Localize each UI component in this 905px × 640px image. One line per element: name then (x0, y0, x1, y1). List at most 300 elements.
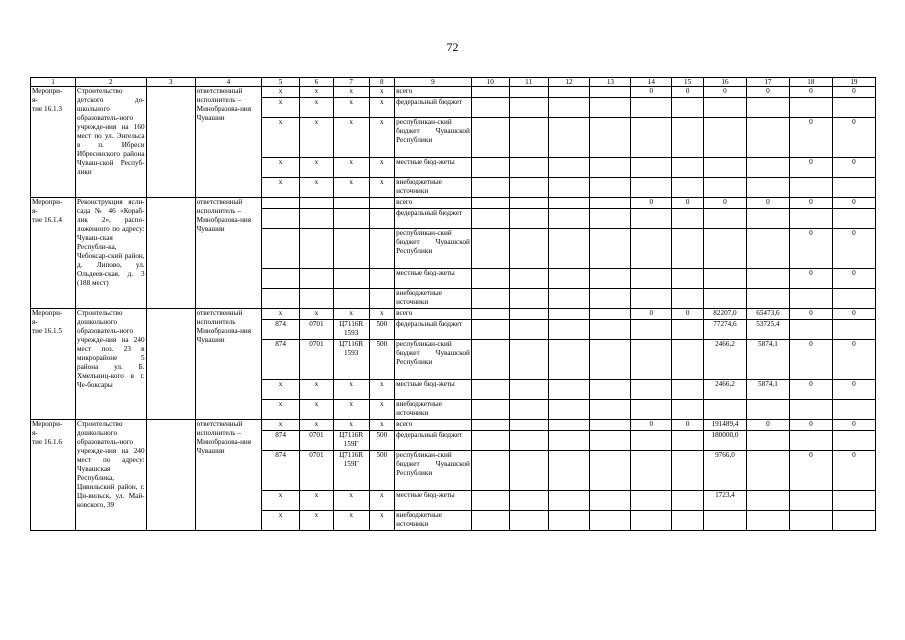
amount-cell (509, 309, 548, 320)
executor-cell: ответственный исполнитель – Минобразова-ния Чувашии (195, 198, 261, 309)
amount-cell (703, 400, 746, 420)
column-number-row (31, 78, 876, 87)
amount-cell: 0 (672, 309, 704, 320)
amount-cell: 0 (832, 269, 875, 289)
amount-cell (471, 178, 509, 198)
amount-cell (509, 209, 548, 229)
amount-cell (590, 87, 631, 98)
budget-code-cell: x (300, 118, 334, 158)
amount-cell: 5874,1 (746, 380, 789, 400)
amount-cell: 0 (789, 158, 832, 178)
amount-cell (471, 491, 509, 511)
amount-cell (746, 451, 789, 491)
amount-cell: 0 (832, 451, 875, 491)
amount-cell (509, 178, 548, 198)
amount-cell (746, 209, 789, 229)
budget-code-cell (262, 198, 300, 209)
amount-cell (548, 420, 590, 431)
table-row (31, 87, 876, 98)
budget-code-cell: x (300, 420, 334, 431)
budget-code-cell: x (333, 380, 369, 400)
amount-cell (548, 340, 590, 380)
amount-cell (590, 511, 631, 531)
budget-code-cell: 500 (369, 451, 395, 491)
column-number-cell: 6 (300, 78, 334, 87)
amount-cell (471, 269, 509, 289)
budget-code-cell (300, 289, 334, 309)
amount-cell (471, 209, 509, 229)
amount-cell: 0 (789, 380, 832, 400)
measure-name-cell: Строительство дошкольного образователь-ного учрежде-ния на 240 мест поз. 23 в микрорайоне 5 района ул. Б. Хмельниц-кого в г. Че-боксары (76, 309, 147, 420)
funding-source-cell: федеральный бюджет (395, 98, 472, 118)
amount-cell (509, 451, 548, 491)
empty-cell (146, 198, 195, 309)
budget-code-cell (262, 289, 300, 309)
column-number-cell: 1 (31, 78, 76, 87)
budget-code-cell: x (333, 98, 369, 118)
amount-cell (703, 289, 746, 309)
empty-cell (146, 420, 195, 531)
amount-cell (509, 420, 548, 431)
amount-cell (590, 400, 631, 420)
amount-cell (631, 118, 672, 158)
funding-source-cell: республикан-ский бюджет Чувашской Республики (395, 118, 472, 158)
budget-code-cell: x (333, 118, 369, 158)
budget-code-cell: x (369, 491, 395, 511)
budget-code-cell: x (262, 511, 300, 531)
amount-cell (548, 451, 590, 491)
budget-code-cell: x (369, 98, 395, 118)
amount-cell (832, 178, 875, 198)
amount-cell: 191489,4 (703, 420, 746, 431)
budget-code-cell: x (333, 511, 369, 531)
amount-cell (548, 198, 590, 209)
funding-source-cell: республикан-ский бюджет Чувашской Республики (395, 340, 472, 380)
amount-cell (509, 400, 548, 420)
amount-cell: 0 (789, 340, 832, 380)
table-row (31, 420, 876, 431)
funding-source-cell: республикан-ский бюджет Чувашской Республики (395, 229, 472, 269)
amount-cell (789, 400, 832, 420)
amount-cell (672, 98, 704, 118)
measure-id-cell: Меропри- я- тие 16.1.3 (31, 87, 76, 198)
column-number-cell: 5 (262, 78, 300, 87)
amount-cell (471, 511, 509, 531)
amount-cell (471, 98, 509, 118)
amount-cell (631, 451, 672, 491)
amount-cell (471, 340, 509, 380)
funding-source-cell: внебюджетные источники (395, 289, 472, 309)
funding-source-cell: всего (395, 420, 472, 431)
table-row (31, 198, 876, 209)
budget-code-cell: x (262, 118, 300, 158)
budget-code-cell: x (262, 158, 300, 178)
budget-code-cell: x (369, 158, 395, 178)
amount-cell (789, 320, 832, 340)
amount-cell (548, 309, 590, 320)
column-number-cell: 8 (369, 78, 395, 87)
amount-cell (590, 98, 631, 118)
amount-cell (509, 269, 548, 289)
amount-cell (631, 511, 672, 531)
amount-cell (631, 158, 672, 178)
amount-cell (631, 269, 672, 289)
amount-cell: 0 (789, 420, 832, 431)
measure-name-cell: Строительство детского до-школьного образователь-ного учрежде-ния на 160 мест по ул. Энгельса в п. Ибреси Ибресинского района Чуваш-ской Респуб-лики (76, 87, 147, 198)
budget-code-cell: x (300, 491, 334, 511)
amount-cell (703, 118, 746, 158)
amount-cell (672, 451, 704, 491)
amount-cell (746, 431, 789, 451)
amount-cell (703, 158, 746, 178)
column-number-cell: 17 (746, 78, 789, 87)
amount-cell (590, 269, 631, 289)
budget-code-cell: x (333, 400, 369, 420)
measure-name-cell: Реконструкция ясли-сада № 46 «Кораб-лик 2», распо-ложенного по адресу: Чуваш-ская Республи-ка, Чебоксар-ский район, д. Липово, ул. Ольдеев-ская, д. 3 (188 мест) (76, 198, 147, 309)
amount-cell (471, 118, 509, 158)
table-row (31, 309, 876, 320)
amount-cell (548, 269, 590, 289)
amount-cell (548, 158, 590, 178)
amount-cell (672, 380, 704, 400)
amount-cell (703, 511, 746, 531)
amount-cell: 0 (832, 420, 875, 431)
amount-cell (471, 451, 509, 491)
amount-cell (590, 491, 631, 511)
funding-source-cell: местные бюд-жеты (395, 269, 472, 289)
amount-cell: 0 (832, 87, 875, 98)
amount-cell: 0 (832, 380, 875, 400)
amount-cell (703, 209, 746, 229)
amount-cell: 2466,2 (703, 380, 746, 400)
amount-cell: 9766,0 (703, 451, 746, 491)
budget-code-cell: x (262, 178, 300, 198)
amount-cell (631, 491, 672, 511)
budget-code-cell (333, 229, 369, 269)
amount-cell (548, 320, 590, 340)
amount-cell (590, 380, 631, 400)
budget-code-cell: x (369, 420, 395, 431)
amount-cell: 0 (746, 420, 789, 431)
amount-cell (548, 491, 590, 511)
amount-cell (672, 400, 704, 420)
budget-code-cell: x (369, 118, 395, 158)
amount-cell (746, 178, 789, 198)
amount-cell: 0 (832, 229, 875, 269)
amount-cell (746, 158, 789, 178)
amount-cell (590, 340, 631, 380)
amount-cell: 65473,6 (746, 309, 789, 320)
amount-cell (703, 178, 746, 198)
amount-cell (509, 158, 548, 178)
amount-cell (631, 431, 672, 451)
amount-cell (746, 289, 789, 309)
budget-code-cell: 500 (369, 340, 395, 380)
amount-cell: 0 (832, 158, 875, 178)
budget-code-cell: x (369, 178, 395, 198)
amount-cell (832, 511, 875, 531)
budget-code-cell (300, 269, 334, 289)
amount-cell (471, 289, 509, 309)
amount-cell (509, 289, 548, 309)
amount-cell (548, 87, 590, 98)
amount-cell (590, 320, 631, 340)
amount-cell (789, 431, 832, 451)
budget-code-cell: x (300, 98, 334, 118)
amount-cell (471, 229, 509, 269)
amount-cell (631, 289, 672, 309)
budget-code-cell: 0701 (300, 340, 334, 380)
amount-cell (548, 400, 590, 420)
empty-cell (146, 87, 195, 198)
column-number-cell: 19 (832, 78, 875, 87)
amount-cell: 0 (789, 198, 832, 209)
amount-cell (509, 229, 548, 269)
amount-cell (672, 511, 704, 531)
budget-code-cell: 874 (262, 340, 300, 380)
budget-code-cell (369, 289, 395, 309)
amount-cell: 0 (789, 269, 832, 289)
amount-cell (509, 118, 548, 158)
amount-cell (672, 431, 704, 451)
amount-cell (789, 98, 832, 118)
amount-cell: 0 (631, 309, 672, 320)
funding-source-cell: внебюджетные источники (395, 511, 472, 531)
funding-source-cell: внебюджетные источники (395, 178, 472, 198)
budget-code-cell: 500 (369, 320, 395, 340)
amount-cell: 180000,0 (703, 431, 746, 451)
funding-source-cell: республикан-ский бюджет Чувашской Республики (395, 451, 472, 491)
amount-cell (471, 87, 509, 98)
amount-cell (672, 158, 704, 178)
amount-cell: 0 (789, 229, 832, 269)
amount-cell (471, 198, 509, 209)
budget-code-cell (300, 209, 334, 229)
budget-code-cell: x (369, 87, 395, 98)
measure-id-cell: Меропри- я- тие 16.1.5 (31, 309, 76, 420)
amount-cell (590, 158, 631, 178)
amount-cell (789, 178, 832, 198)
executor-cell: ответственный исполнитель Минобразова-ния Чувашии (195, 309, 261, 420)
amount-cell (548, 178, 590, 198)
budget-code-cell (369, 198, 395, 209)
amount-cell (746, 491, 789, 511)
amount-cell (509, 98, 548, 118)
amount-cell (509, 320, 548, 340)
column-number-cell: 10 (471, 78, 509, 87)
funding-source-cell: местные бюд-жеты (395, 380, 472, 400)
budget-code-cell: Ц7116R 159Г (333, 431, 369, 451)
budget-code-cell: x (300, 400, 334, 420)
budget-code-cell: x (300, 178, 334, 198)
amount-cell (471, 320, 509, 340)
budget-code-cell: Ц7116R 159Г (333, 451, 369, 491)
page-number: 72 (446, 40, 459, 54)
budget-code-cell: x (262, 98, 300, 118)
amount-cell (548, 380, 590, 400)
amount-cell (789, 511, 832, 531)
budget-code-cell (333, 209, 369, 229)
amount-cell (672, 269, 704, 289)
amount-cell (746, 118, 789, 158)
budget-code-cell: Ц7116R 1593 (333, 340, 369, 380)
amount-cell (590, 118, 631, 158)
column-number-cell: 18 (789, 78, 832, 87)
amount-cell (746, 511, 789, 531)
budget-code-cell: x (262, 491, 300, 511)
amount-cell (509, 87, 548, 98)
budget-code-cell: x (369, 400, 395, 420)
amount-cell: 0 (789, 87, 832, 98)
budget-code-cell (300, 198, 334, 209)
amount-cell (746, 229, 789, 269)
funding-source-cell: федеральный бюджет (395, 431, 472, 451)
column-number-cell: 11 (509, 78, 548, 87)
amount-cell: 0 (832, 309, 875, 320)
funding-source-cell: федеральный бюджет (395, 209, 472, 229)
column-number-cell: 7 (333, 78, 369, 87)
amount-cell (672, 178, 704, 198)
budget-code-cell (262, 209, 300, 229)
column-number-cell: 16 (703, 78, 746, 87)
budget-code-cell: x (333, 158, 369, 178)
amount-cell (590, 178, 631, 198)
amount-cell (548, 511, 590, 531)
amount-cell: 0 (631, 198, 672, 209)
amount-cell: 0 (746, 198, 789, 209)
amount-cell (590, 309, 631, 320)
amount-cell (746, 400, 789, 420)
amount-cell (672, 209, 704, 229)
amount-cell (832, 98, 875, 118)
amount-cell (832, 431, 875, 451)
amount-cell (590, 198, 631, 209)
executor-cell: ответственный исполнитель – Минобразова-ния Чувашии (195, 420, 261, 531)
budget-code-cell (369, 209, 395, 229)
budget-code-cell: x (262, 87, 300, 98)
amount-cell: 77274,6 (703, 320, 746, 340)
budget-code-cell (333, 198, 369, 209)
funding-source-cell: местные бюд-жеты (395, 491, 472, 511)
amount-cell (590, 420, 631, 431)
amount-cell (548, 229, 590, 269)
budget-code-cell (369, 229, 395, 269)
amount-cell: 0 (672, 87, 704, 98)
amount-cell (509, 491, 548, 511)
amount-cell (631, 320, 672, 340)
column-number-cell: 2 (76, 78, 147, 87)
amount-cell (509, 380, 548, 400)
funding-source-cell: местные бюд-жеты (395, 158, 472, 178)
budget-code-cell: x (300, 309, 334, 320)
amount-cell (548, 118, 590, 158)
column-number-cell: 15 (672, 78, 704, 87)
amount-cell (631, 98, 672, 118)
budget-code-cell: x (300, 380, 334, 400)
budget-code-cell: x (333, 87, 369, 98)
budget-code-cell: 0701 (300, 320, 334, 340)
amount-cell (631, 229, 672, 269)
budget-code-cell: x (333, 178, 369, 198)
budget-code-cell: x (369, 309, 395, 320)
amount-cell (471, 158, 509, 178)
measure-id-cell: Меропри- я- тие 16.1.4 (31, 198, 76, 309)
empty-cell (146, 309, 195, 420)
column-number-cell: 14 (631, 78, 672, 87)
budget-code-cell: x (333, 491, 369, 511)
budget-code-cell: x (262, 309, 300, 320)
funding-source-cell: внебюджетные источники (395, 400, 472, 420)
budget-code-cell: x (262, 380, 300, 400)
amount-cell (746, 98, 789, 118)
amount-cell: 0 (832, 118, 875, 158)
amount-cell: 0 (746, 87, 789, 98)
measure-id-cell: Меропри- я- тие 16.1.6 (31, 420, 76, 531)
amount-cell: 0 (703, 198, 746, 209)
measure-name-cell: Строительство дошкольного образователь-ного учрежде-ния на 240 мест по адресу: Чувашская Республика, Цивильский район, г. Ци-вильск, ул. Май-ковского, 39 (76, 420, 147, 531)
amount-cell: 0 (789, 118, 832, 158)
column-number-cell: 13 (590, 78, 631, 87)
amount-cell (590, 229, 631, 269)
amount-cell: 0 (832, 198, 875, 209)
column-number-cell: 9 (395, 78, 472, 87)
budget-code-cell: x (300, 511, 334, 531)
amount-cell: 0 (703, 87, 746, 98)
amount-cell (672, 320, 704, 340)
amount-cell (832, 209, 875, 229)
budget-code-cell: x (262, 420, 300, 431)
amount-cell (548, 98, 590, 118)
budget-code-cell (333, 289, 369, 309)
amount-cell (672, 491, 704, 511)
amount-cell (703, 98, 746, 118)
amount-cell (832, 491, 875, 511)
amount-cell (631, 340, 672, 380)
funding-source-cell: всего (395, 309, 472, 320)
amount-cell (471, 400, 509, 420)
amount-cell: 82207,0 (703, 309, 746, 320)
amount-cell (631, 178, 672, 198)
amount-cell (789, 491, 832, 511)
budget-code-cell (369, 269, 395, 289)
amount-cell (631, 400, 672, 420)
amount-cell: 2466,2 (703, 340, 746, 380)
amount-cell (509, 431, 548, 451)
budget-code-cell: x (333, 309, 369, 320)
amount-cell (672, 340, 704, 380)
amount-cell (471, 309, 509, 320)
funding-table (30, 77, 876, 531)
amount-cell (789, 209, 832, 229)
funding-source-cell: федеральный бюджет (395, 320, 472, 340)
budget-code-cell: Ц7116R 1593 (333, 320, 369, 340)
amount-cell: 1723,4 (703, 491, 746, 511)
amount-cell (509, 198, 548, 209)
amount-cell: 5874,1 (746, 340, 789, 380)
amount-cell (548, 209, 590, 229)
amount-cell (789, 289, 832, 309)
executor-cell: ответственный исполнитель – Минобразова-ния Чувашии (195, 87, 261, 198)
amount-cell (590, 209, 631, 229)
amount-cell (590, 431, 631, 451)
budget-code-cell (262, 269, 300, 289)
budget-code-cell: 874 (262, 431, 300, 451)
column-number-cell: 3 (146, 78, 195, 87)
amount-cell (703, 229, 746, 269)
amount-cell (832, 320, 875, 340)
amount-cell (471, 431, 509, 451)
budget-code-cell: 0701 (300, 451, 334, 491)
